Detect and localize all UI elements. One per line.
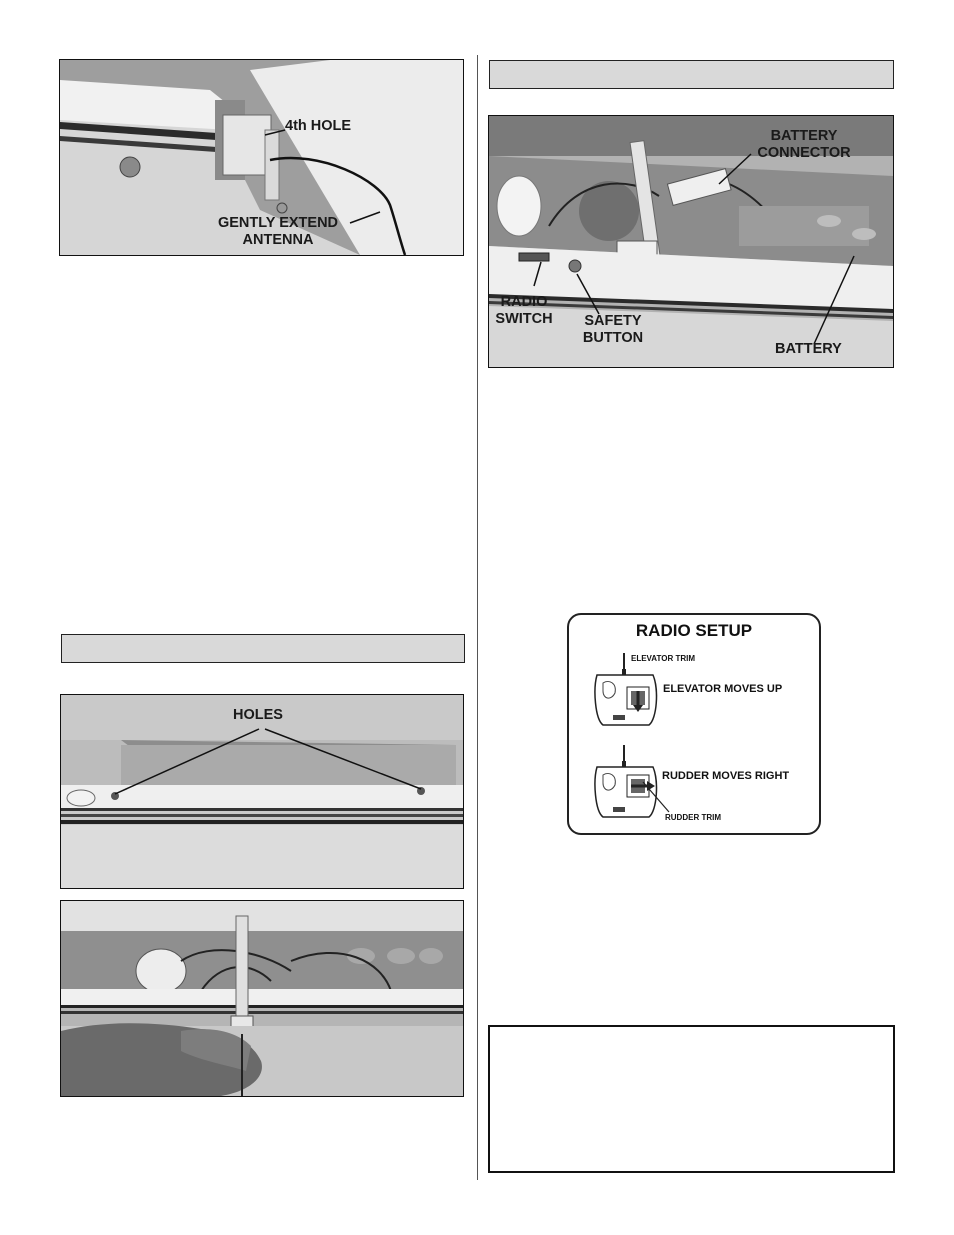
- label-4th-hole: 4th HOLE: [285, 118, 352, 134]
- radio-setup-diagram: [567, 613, 821, 835]
- radio-setup-title: RADIO SETUP: [635, 621, 753, 640]
- label-holes: HOLES: [233, 707, 283, 723]
- label-safety-button: SAFETY BUTTON: [582, 313, 644, 346]
- label-rudder-moves-right: RUDDER MOVES RIGHT: [662, 770, 790, 782]
- section-header-bar-right: [489, 60, 894, 89]
- label-battery: BATTERY: [775, 341, 842, 357]
- section-header-bar-left: [61, 634, 465, 663]
- label-rudder-trim: RUDDER TRIM: [665, 813, 721, 822]
- label-radio-switch: RADIO SWITCH: [495, 294, 553, 327]
- photo-battery-switch: [488, 115, 894, 368]
- label-gently-extend-antenna: GENTLY EXTEND ANTENNA: [217, 215, 339, 248]
- label-battery-connector: BATTERY CONNECTOR: [757, 128, 851, 161]
- rudder-trim-pointer: [639, 780, 679, 815]
- photo-tail-antenna: [59, 59, 464, 256]
- column-divider: [477, 55, 478, 1180]
- label-elevator-trim: ELEVATOR TRIM: [631, 654, 695, 663]
- photo-fuselage-holes: [60, 694, 464, 889]
- photo-hand-tool: [60, 900, 464, 1097]
- note-box: [488, 1025, 895, 1173]
- label-elevator-moves-up: ELEVATOR MOVES UP: [663, 683, 783, 695]
